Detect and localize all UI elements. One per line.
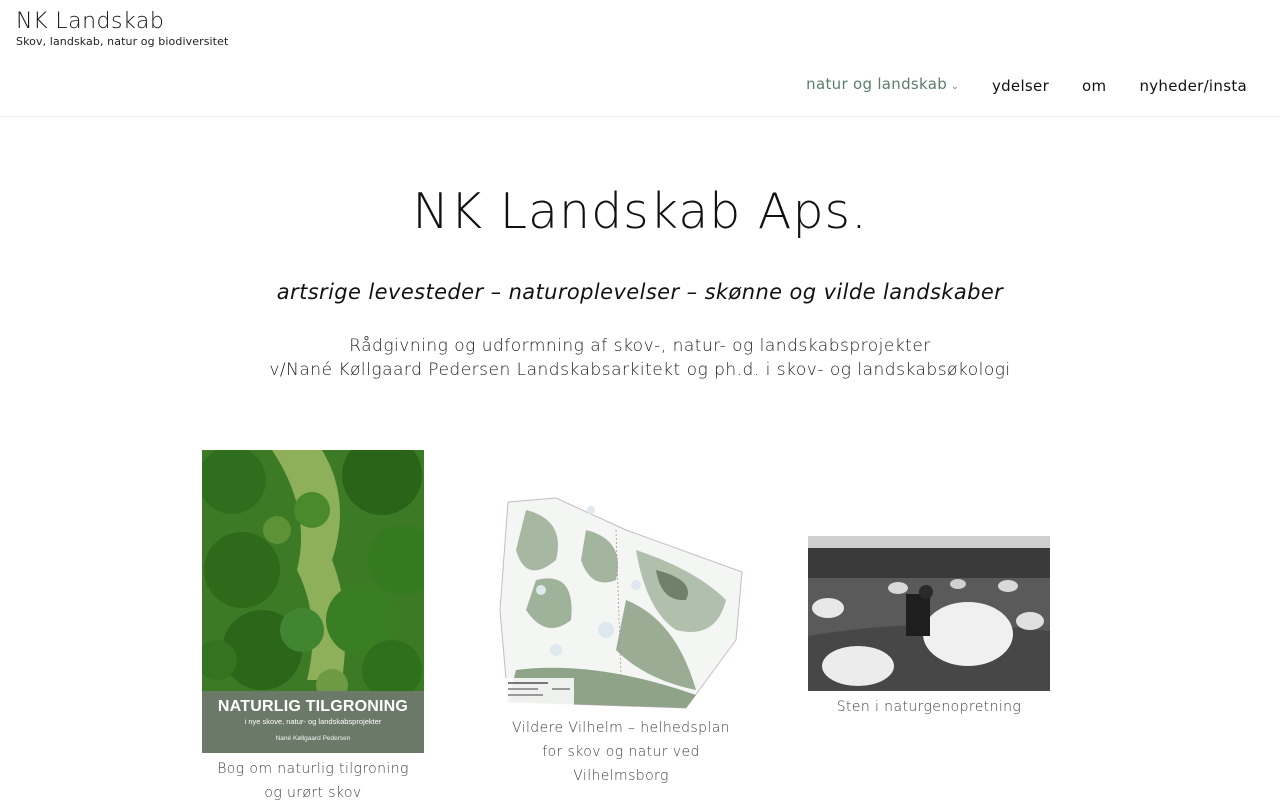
stones-photo-graphic bbox=[808, 536, 1050, 691]
nav-item-om[interactable]: om bbox=[1082, 76, 1107, 95]
card-stones bbox=[808, 536, 1050, 719]
nav-item-natur-og-landskab[interactable] bbox=[806, 74, 959, 97]
book-title: NATURLIG TILGRONING bbox=[217, 698, 409, 715]
stones-photo-image[interactable] bbox=[808, 536, 1050, 695]
site-tagline: Skov, landskab, natur og biodiversitet bbox=[16, 35, 229, 48]
caption-line-1: Vildere Vilhelm – helhedsplan bbox=[512, 720, 730, 736]
hero-description bbox=[0, 334, 1280, 382]
nav-item-nyheder-insta[interactable]: nyheder/insta bbox=[1139, 76, 1247, 95]
chevron-down-icon: ⌄ bbox=[951, 82, 959, 92]
page-title: NK Landskab Aps. bbox=[412, 183, 868, 240]
book-cover-band bbox=[202, 691, 424, 753]
main-nav bbox=[773, 74, 1247, 97]
card-caption bbox=[202, 757, 424, 805]
card-caption bbox=[808, 695, 1050, 719]
hero-description-line-1: Rådgivning og udformning af skov-, natur- og landskabsprojekter bbox=[349, 336, 931, 356]
caption-line-1: Sten i naturgenopretning bbox=[836, 699, 1022, 715]
hero-description-line-2: v/Nané Køllgaard Pedersen Landskabsarkitekt og ph.d. i skov- og landskabsøkologi bbox=[269, 360, 1011, 380]
nav-item-label: natur og landskab bbox=[806, 75, 948, 93]
plan-map-image[interactable] bbox=[496, 490, 746, 714]
site-title-link[interactable]: NK Landskab bbox=[16, 9, 165, 34]
book-cover-image[interactable] bbox=[202, 450, 424, 753]
card-book bbox=[202, 450, 424, 805]
card-plan bbox=[496, 490, 746, 788]
book-author: Nané Køllgaard Pedersen bbox=[275, 735, 351, 742]
nav-item-ydelser[interactable]: ydelser bbox=[991, 76, 1050, 95]
caption-line-2: og urørt skov bbox=[264, 785, 362, 801]
book-subtitle: i nye skove, natur- og landskabsprojekter bbox=[244, 717, 382, 726]
hero-tagline: artsrige levesteder – naturoplevelser – skønne og vilde landskaber bbox=[276, 280, 1004, 304]
site-header bbox=[0, 0, 1280, 117]
caption-line-2: for skov og natur ved Vilhelmsborg bbox=[542, 744, 700, 784]
plan-map-graphic bbox=[496, 490, 746, 710]
card-caption bbox=[496, 716, 746, 788]
brand bbox=[16, 8, 228, 48]
caption-line-1: Bog om naturlig tilgroning bbox=[217, 761, 409, 777]
